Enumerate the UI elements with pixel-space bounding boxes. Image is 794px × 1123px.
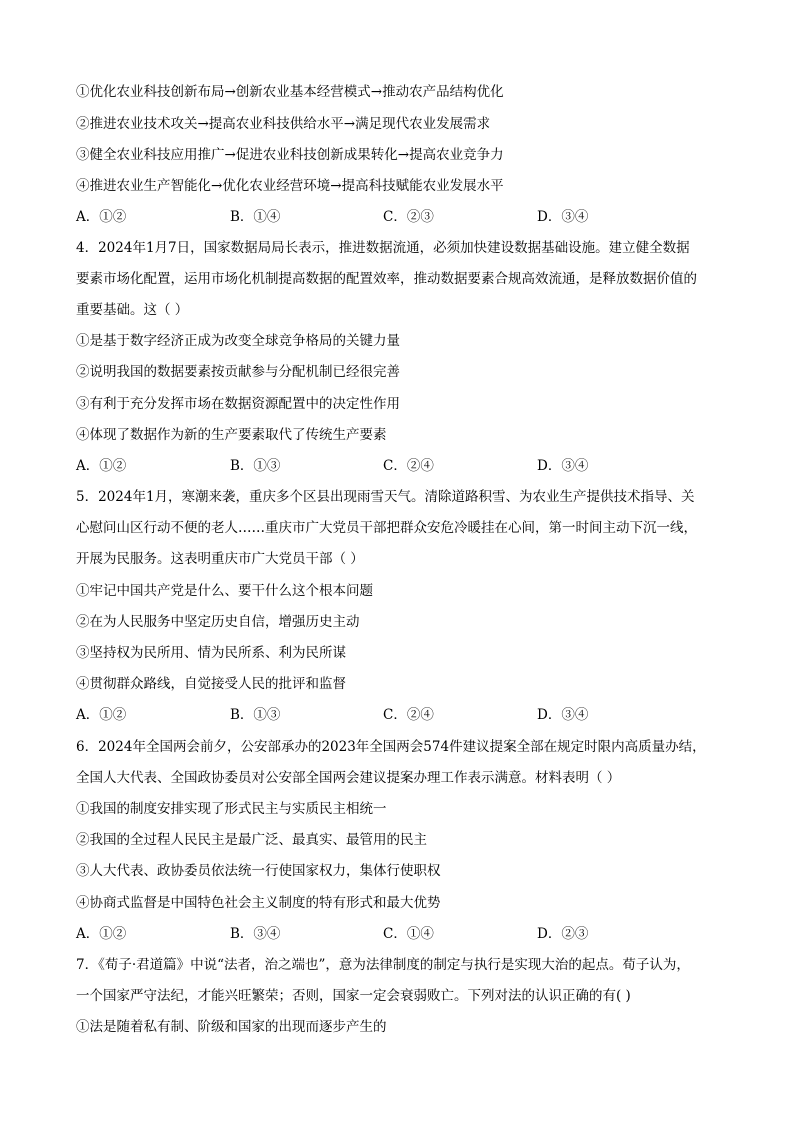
q4-option-d[interactable]: D．③④ [537, 458, 589, 474]
q4-item-3: ③有利于充分发挥市场在数据资源配置中的决定性作用 [76, 396, 400, 412]
q5-item-4: ④贯彻群众路线，自觉接受人民的批评和监督 [76, 676, 346, 692]
q7-item-1: ①法是随着私有制、阶级和国家的出现而逐步产生的 [76, 1019, 387, 1035]
q6-option-a[interactable]: A．①② [76, 926, 127, 942]
q3-option-b[interactable]: B．①④ [230, 209, 281, 225]
q3-option-a[interactable]: A．①② [76, 209, 127, 225]
q6-option-c[interactable]: C．①④ [383, 926, 434, 942]
q5-item-3: ③坚持权为民所用、情为民所系、利为民所谋 [76, 645, 346, 661]
q4-option-c[interactable]: C．②④ [383, 458, 434, 474]
q4-item-4: ④体现了数据作为新的生产要素取代了传统生产要素 [76, 427, 387, 443]
q3-option-c[interactable]: C．②③ [383, 209, 434, 225]
q4-option-b[interactable]: B．①③ [230, 458, 281, 474]
q6-stem-line-2: 全国人大代表、全国政协委员对公安部全国两会建议提案办理工作表示满意。材料表明（ ） [76, 770, 621, 786]
q4-item-2: ②说明我国的数据要素按贡献参与分配机制已经很完善 [76, 364, 400, 380]
q5-option-d[interactable]: D．③④ [537, 707, 589, 723]
q3-option-d[interactable]: D．③④ [537, 209, 589, 225]
q4-option-a[interactable]: A．①② [76, 458, 127, 474]
q7-stem-line-1: 7．《荀子·君道篇》中说“法者，治之端也”，意为法律制度的制定与执行是实现大治的起点。荀子认为， [76, 957, 690, 973]
q5-option-c[interactable]: C．②④ [383, 707, 434, 723]
q6-item-3: ③人大代表、政协委员依法统一行使国家权力，集体行使职权 [76, 863, 441, 879]
q3-options [76, 207, 716, 227]
q3-item-3: ③健全农业科技应用推广→促进农业科技创新成果转化→提高农业竞争力 [76, 147, 504, 163]
q5-option-b[interactable]: B．①③ [230, 707, 281, 723]
q4-stem-line-2: 要素市场化配置，运用市场化机制提高数据的配置效率，推动数据要素合规高效流通，是释放数据价值的 [76, 271, 697, 287]
q4-item-1: ①是基于数字经济正成为改变全球竞争格局的关键力量 [76, 333, 400, 349]
q3-item-1: ①优化农业科技创新布局→创新农业基本经营模式→推动农产品结构优化 [76, 84, 504, 100]
q7-stem-line-2: 一个国家严守法纪，才能兴旺繁荣；否则，国家一定会衰弱败亡。下列对法的认识正确的有( ) [76, 988, 631, 1004]
q4-options [76, 456, 716, 476]
q5-item-2: ②在为人民服务中坚定历史自信，增强历史主动 [76, 614, 360, 630]
q5-options [76, 705, 716, 725]
q4-stem-line-3: 重要基础。这（ ） [76, 302, 189, 318]
q4-stem-line-1: 4．2024年1月7日，国家数据局局长表示，推进数据流通，必须加快建设数据基础设施。建立健全数据 [76, 240, 690, 256]
q5-stem-line-3: 开展为民服务。这表明重庆市广大党员干部（ ） [76, 551, 364, 567]
q5-stem-line-2: 心慰问山区行动不便的老人……重庆市广大党员干部把群众安危冷暖挂在心间，第一时间主动下沉一线， [76, 520, 697, 536]
q5-option-a[interactable]: A．①② [76, 707, 127, 723]
q6-item-1: ①我国的制度安排实现了形式民主与实质民主相统一 [76, 801, 387, 817]
q5-stem-line-1: 5．2024年1月，寒潮来袭，重庆多个区县出现雨雪天气。清除道路积雪、为农业生产提供技术指导、关 [76, 489, 695, 505]
q6-item-2: ②我国的全过程人民民主是最广泛、最真实、最管用的民主 [76, 832, 427, 848]
q6-item-4: ④协商式监督是中国特色社会主义制度的特有形式和最大优势 [76, 895, 441, 911]
q6-option-b[interactable]: B．③④ [230, 926, 281, 942]
q3-item-2: ②推进农业技术攻关→提高农业科技供给水平→满足现代农业发展需求 [76, 116, 491, 132]
q6-option-d[interactable]: D．②③ [537, 926, 589, 942]
q6-options [76, 924, 716, 944]
q3-item-4: ④推进农业生产智能化→优化农业经营环境→提高科技赋能农业发展水平 [76, 178, 504, 194]
q6-stem-line-1: 6．2024年全国两会前夕，公安部承办的2023年全国两会574件建议提案全部在规定时限内高质量办结， [76, 739, 706, 755]
q5-item-1: ①牢记中国共产党是什么、要干什么这个根本问题 [76, 583, 373, 599]
